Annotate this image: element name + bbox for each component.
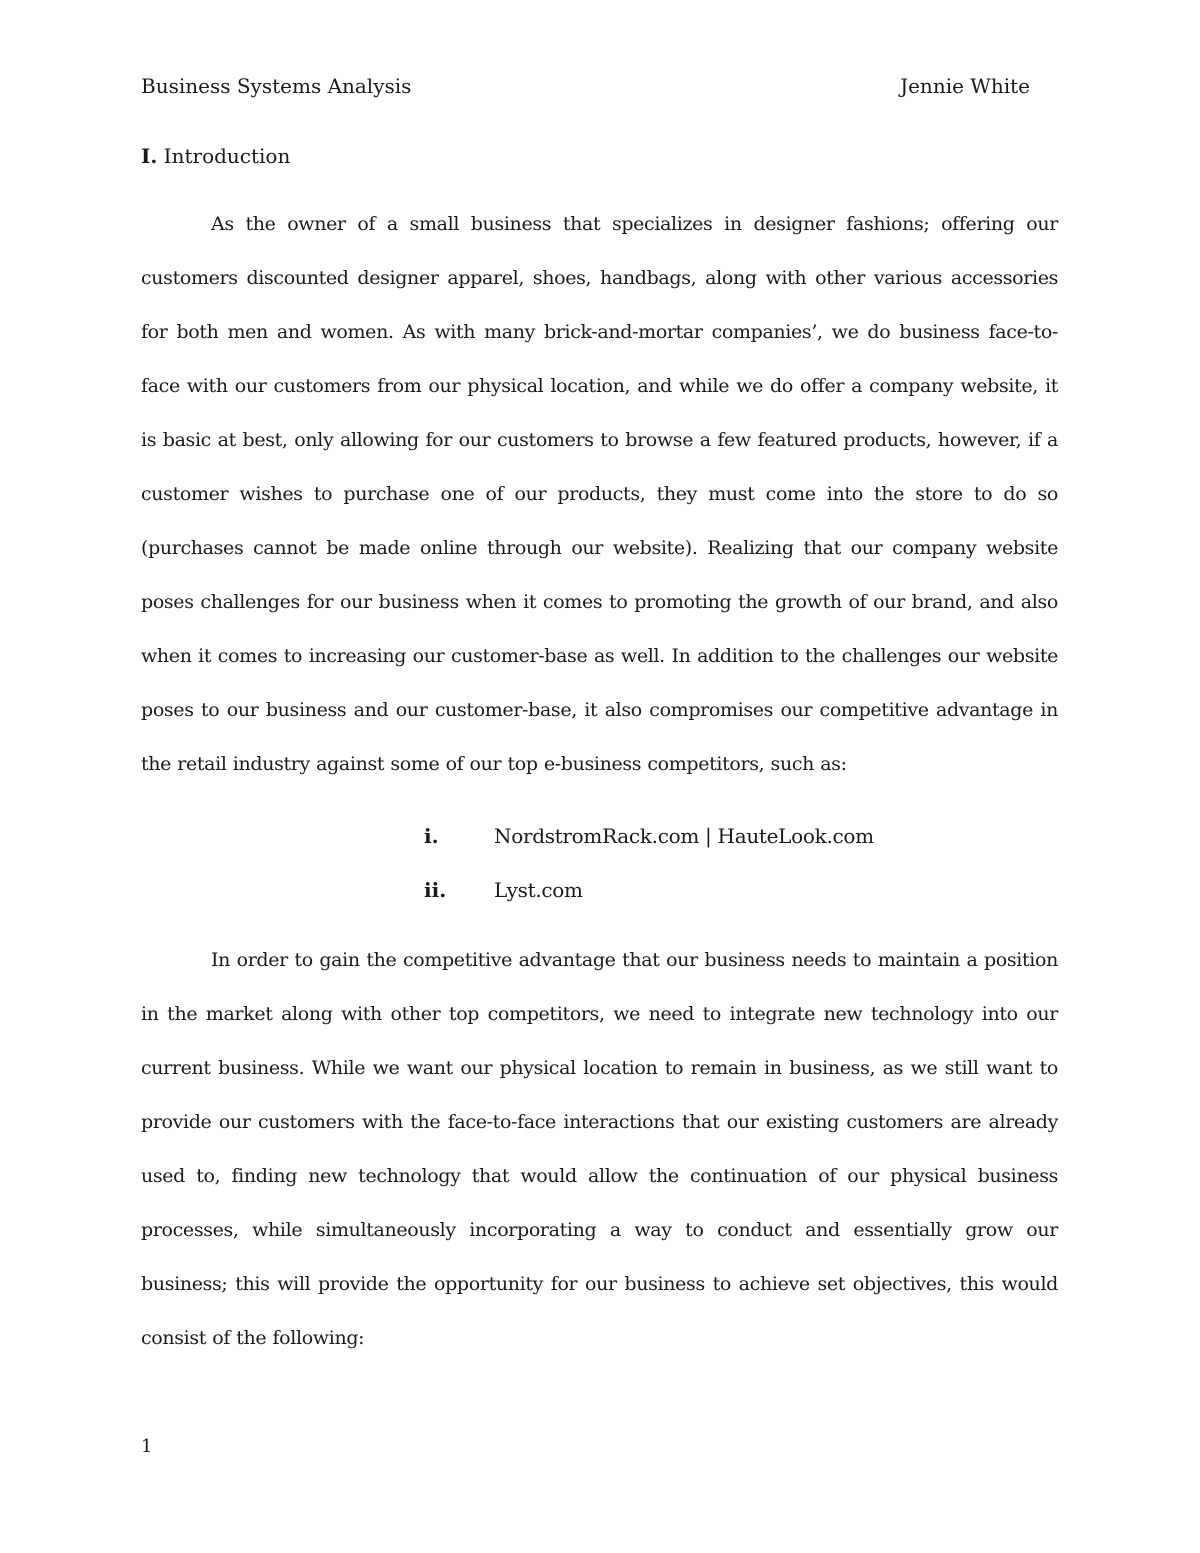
section-number: I. (141, 144, 158, 168)
running-header (141, 72, 1030, 100)
competitor-name: NordstromRack.com | HauteLook.com (494, 824, 874, 848)
section-title: Introduction (157, 144, 291, 168)
section-heading (141, 142, 290, 170)
list-item (0, 809, 1200, 863)
list-item (0, 863, 1200, 917)
competitor-list (0, 809, 1200, 917)
competitor-name: Lyst.com (494, 878, 583, 902)
document-title: Business Systems Analysis (141, 74, 412, 98)
list-marker: ii. (424, 878, 447, 902)
list-marker: i. (424, 824, 439, 848)
author-name: Jennie White (900, 74, 1030, 98)
page-number: 1 (141, 1436, 153, 1457)
objectives-paragraph: In order to gain the competitive advantage that our business needs to maintain a position in the market along with other top competitors, we need to integrate new technology into our current business. While we want our physical location to remain in business, as we still want to provide our customers with the face-to-face interactions that our existing customers are already used to, finding new technology that would allow the continuation of our physical business processes, while simultaneously incorporating a way to conduct and essentially grow our business; this will provide the opportunity for our business to achieve set objectives, this would consist of the following: (141, 949, 1058, 1349)
intro-paragraph: As the owner of a small business that specializes in designer fashions; offering our customers discounted designer apparel, shoes, handbags, along with other various accessories for both men and women. As with many brick-and-mortar companies’, we do business face-to-face with our customers from our physical location, and while we do offer a company website, it is basic at best, only allowing for our customers to browse a few featured products, however, if a customer wishes to purchase one of our products, they must come into the store to do so (purchases cannot be made online through our website). Realizing that our company website poses challenges for our business when it comes to promoting the growth of our brand, and also when it comes to increasing our customer-base as well. In addition to the challenges our website poses to our business and our customer-base, it also compromises our competitive advantage in the retail industry against some of our top e-business competitors, such as: (141, 213, 1058, 775)
